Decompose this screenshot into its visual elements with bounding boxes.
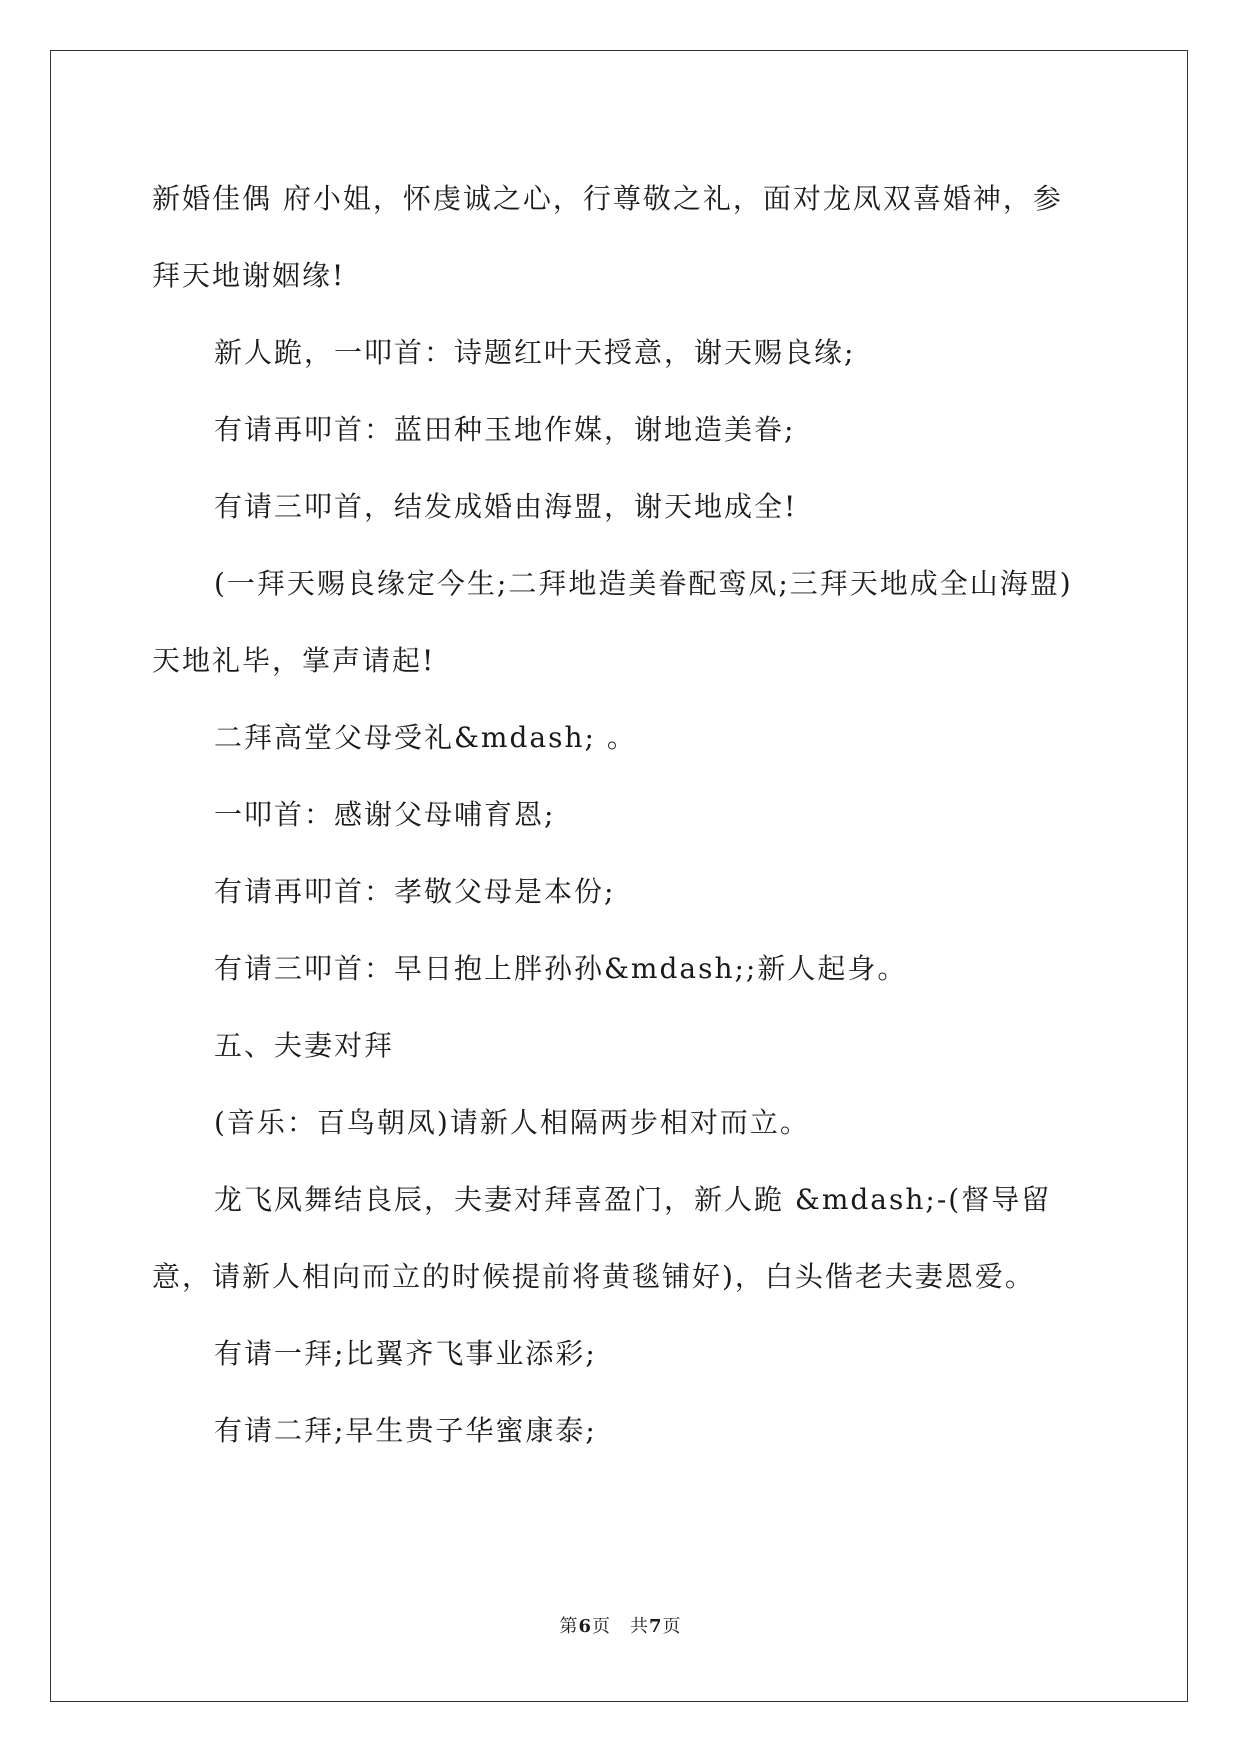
paragraph-8: 有请再叩首：孝敬父母是本份; [214,875,616,908]
current-page-number: 6 [578,1616,592,1637]
footer-suffix: 页 [662,1616,682,1637]
paragraph-1: 新婚佳偶 府小姐，怀虔诚之心，行尊敬之礼，面对龙凤双喜婚神，参拜天地谢姻缘! [152,182,1063,292]
paragraph-4: 有请三叩首，结发成婚由海盟，谢天地成全! [214,490,798,523]
paragraph-11: (音乐：百鸟朝凤)请新人相隔两步相对而立。 [214,1106,810,1139]
total-page-number: 7 [649,1616,663,1637]
footer-mid: 页 共 [592,1616,649,1637]
paragraph-5: (一拜天赐良缘定今生;二拜地造美眷配鸾凤;三拜天地成全山海盟)天地礼毕，掌声请起! [152,567,1073,677]
paragraph-12: 龙飞凤舞结良辰，夫妻对拜喜盈门，新人跪 &mdash;-(督导留意，请新人相向而立的时候提前将黄毯铺好)，白头偕老夫妻恩爱。 [152,1183,1052,1293]
paragraph-7: 一叩首：感谢父母哺育恩; [214,798,556,831]
section-heading: 五、夫妻对拜 [214,1029,395,1062]
paragraph-14: 有请二拜;早生贵子华蜜康泰; [214,1414,597,1447]
footer-prefix: 第 [559,1616,579,1637]
page-footer [0,1612,1241,1638]
paragraph-13: 有请一拜;比翼齐飞事业添彩; [214,1337,597,1370]
paragraph-2: 新人跪，一叩首：诗题红叶天授意，谢天赐良缘; [214,336,856,369]
document-body [152,160,1092,1469]
paragraph-3: 有请再叩首：蓝田种玉地作媒，谢地造美眷; [214,413,796,446]
paragraph-9: 有请三叩首：早日抱上胖孙孙&mdash;;新人起身。 [214,952,908,985]
paragraph-6: 二拜高堂父母受礼&mdash; 。 [214,721,637,754]
